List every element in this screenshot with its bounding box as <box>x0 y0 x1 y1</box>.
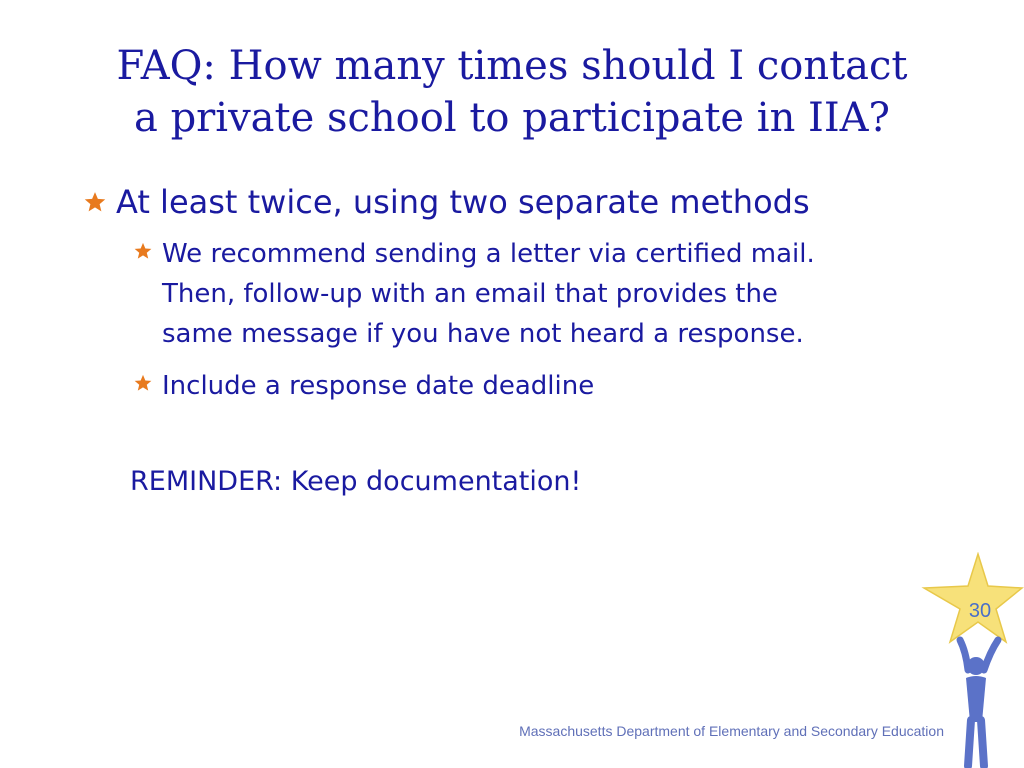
sub-bullet-line: same message if you have not heard a response. <box>162 319 804 349</box>
sub-bullet-line: Include a response date deadline <box>162 371 595 401</box>
sub-bullet <box>134 366 954 406</box>
title-line-2: a private school to participate in IIA? <box>134 95 890 141</box>
bullet-level1 <box>84 180 944 224</box>
bullet-text: At least twice, using two separate methods <box>116 183 810 221</box>
star-person-icon <box>920 552 1024 768</box>
bullet-star-icon <box>84 191 106 213</box>
bullet-star-icon <box>134 242 152 260</box>
title-line-1: FAQ: How many times should I contact <box>116 43 908 89</box>
footer-text: Massachusetts Department of Elementary and Secondary Education <box>519 723 944 739</box>
page-number: 30 <box>968 600 992 622</box>
slide-title <box>40 40 984 144</box>
sub-bullet-line: We recommend sending a letter via certified mail. <box>162 239 815 269</box>
reminder-text: REMINDER: Keep documentation! <box>130 466 582 497</box>
sub-bullet-text <box>162 366 594 406</box>
sub-bullet-text <box>162 234 815 354</box>
bullet-star-icon <box>134 374 152 392</box>
sub-bullet-line: Then, follow-up with an email that provides the <box>162 279 778 309</box>
sub-bullet <box>134 234 954 354</box>
